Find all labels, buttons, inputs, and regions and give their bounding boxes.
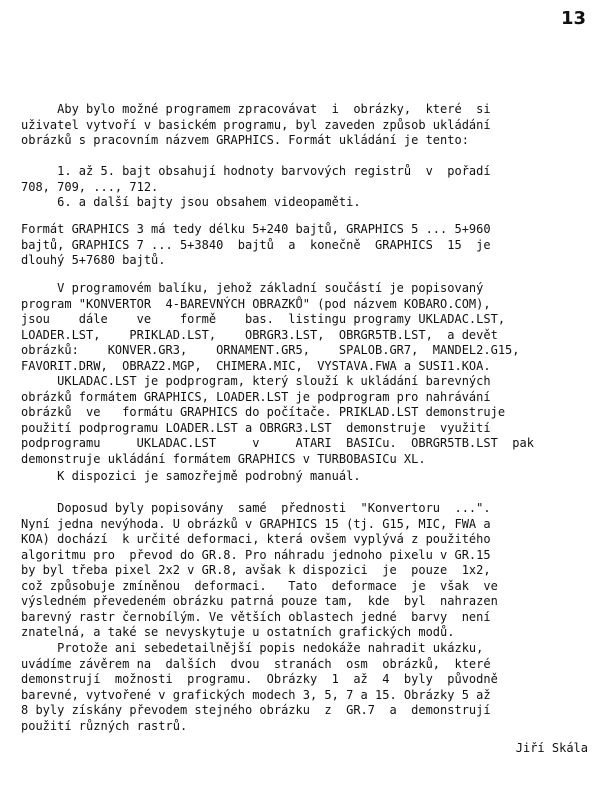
paragraph-format-list bbox=[21, 164, 586, 211]
text-line: Nyní jedna nevýhoda. U obrázků v GRAPHICS 15 (tj. G15, MIC, FWA a bbox=[21, 516, 491, 531]
text-line: K dispozici je samozřejmě podrobný manuál. bbox=[21, 469, 361, 483]
text-line: podprogramu UKLADAC.LST v ATARI BASICu. OBRGR5TB.LST pak bbox=[21, 436, 534, 450]
text-line: 1. až 5. bajt obsahují hodnoty barvových registrů v pořadí bbox=[21, 164, 491, 178]
text-line: Formát GRAPHICS 3 má tedy délku 5+240 bajtů, GRAPHICS 5 ... 5+960 bbox=[21, 222, 491, 236]
paragraph-package bbox=[21, 281, 586, 467]
text-line: LOADER.LST, PRIKLAD.LST, OBRGR3.LST, OBRGR5TB.LST, a devět bbox=[21, 327, 498, 342]
page-number: 13 bbox=[560, 8, 586, 29]
text-line: znatelná, a také se nevyskytuje u ostatních grafických modů. bbox=[21, 625, 455, 639]
author-signature: Jiří Skála bbox=[515, 741, 588, 755]
text-line: obrázků s pracovním názvem GRAPHICS. Formát ukládání je tento: bbox=[21, 133, 469, 147]
text-line: dlouhý 5+7680 bajtů. bbox=[21, 253, 166, 267]
text-line: V programovém balíku, jehož základní součástí je popisovaný bbox=[21, 281, 484, 295]
text-line: demonstrují možnosti programu. Obrázky 1 až 4 byly původně bbox=[21, 672, 498, 686]
text-line: což způsobuje zmíněnou deformaci. Tato deformace je však ve bbox=[21, 578, 498, 593]
text-line: 708, 709, ..., 712. bbox=[21, 179, 159, 194]
text-line: obrázků formátem GRAPHICS, LOADER.LST je podprogram pro nahrávání bbox=[21, 389, 491, 404]
text-line: bajtů, GRAPHICS 7 ... 5+3840 bajtů a konečně GRAPHICS 15 je bbox=[21, 237, 491, 252]
text-line: obrázků: KONVER.GR3, ORNAMENT.GR5, SPALOB.GR7, MANDEL2.G15, bbox=[21, 343, 520, 357]
text-line: výsledném převedeném obrázku patrná pouze tam, kde byl nahrazen bbox=[21, 594, 498, 608]
text-line: uvádíme závěrem na dalších dvou stranách osm obrázků, které bbox=[21, 656, 491, 671]
text-line: algoritmu pro převod do GR.8. Pro náhradu jednoho pixelu v GR.15 bbox=[21, 547, 491, 562]
text-line: by byl třeba pixel 2x2 v GR.8, avšak k dispozici je pouze 1x2, bbox=[21, 563, 491, 577]
text-line: použití různých rastrů. bbox=[21, 718, 188, 733]
text-line: Protože ani sebedetailnější popis nedokáže nahradit ukázku, bbox=[21, 641, 484, 655]
text-line: 8 byly získány převodem stejného obrázku z GR.7 a demonstrují bbox=[21, 703, 491, 717]
paragraph-manual bbox=[21, 469, 586, 485]
text-line: program "KONVERTOR 4-BAREVNÝCH OBRAZKŮ" (pod názvem KOBARO.COM), bbox=[21, 296, 491, 311]
paragraph-format-sizes bbox=[21, 222, 586, 269]
text-line: Doposud byly popisovány samé přednosti "Konvertoru ...". bbox=[21, 501, 491, 515]
text-line: barevné, vytvořené v grafických modech 3, 5, 7 a 15. Obrázky 5 až bbox=[21, 687, 491, 702]
text-line: demonstruje ukládání formátem GRAPHICS v TURBOBASICu XL. bbox=[21, 451, 426, 466]
text-line: FAVORIT.DRW, OBRAZ2.MGP, CHIMERA.MIC, VYSTAVA.FWA a SUSI1.KOA. bbox=[21, 358, 491, 373]
text-line: 6. a další bajty jsou obsahem videopaměti. bbox=[21, 195, 361, 209]
text-line: jsou dále ve formě bas. listingu programy UKLADAC.LST, bbox=[21, 312, 506, 326]
paragraph-conclusion bbox=[21, 641, 586, 734]
text-line: UKLADAC.LST je podprogram, který slouží k ukládání barevných bbox=[21, 374, 491, 388]
text-line: barevný rastr černobílým. Ve větších oblastech jedné barvy není bbox=[21, 609, 491, 624]
text-line: uživatel vytvoří v basickém programu, byl zaveden způsob ukládání bbox=[21, 117, 491, 132]
text-line: obrázků ve formátu GRAPHICS do počítače. PRIKLAD.LST demonstruje bbox=[21, 405, 506, 419]
paragraph-drawback bbox=[21, 501, 586, 641]
paragraph-intro bbox=[21, 102, 586, 149]
text-line: použití podprogramu LOADER.LST a OBRGR3.LST demonstruje využití bbox=[21, 420, 491, 435]
text-line: KOA) dochází k určité deformaci, která ovšem vyplývá z použitého bbox=[21, 532, 491, 546]
text-line: Aby bylo možné programem zpracovávat i obrázky, které si bbox=[21, 102, 491, 116]
